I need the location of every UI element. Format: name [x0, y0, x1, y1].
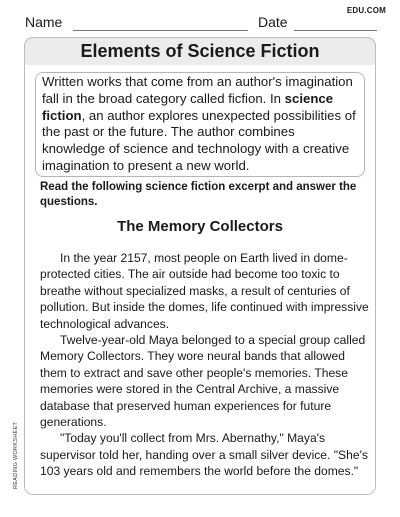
- name-line[interactable]: [73, 30, 248, 31]
- date-label: Date: [258, 14, 288, 30]
- story-paragraph: In the year 2157, most people on Earth lived in dome-protected cities. The air outside had become too toxic to breathe without specialized masks, a result of centuries of pollution. But inside the domes, life continued with impressive technological advances.: [40, 251, 369, 331]
- worksheet-body: [25, 65, 375, 494]
- intro-part2: , an author explores unexpected possibilities of the past or the future. The author combines knowledge of science and technology with a creative imagination to present a new world.: [42, 107, 356, 173]
- date-line[interactable]: [294, 30, 377, 31]
- worksheet-title: Elements of Science Fiction: [80, 41, 320, 61]
- intro-bold-term: science fiction: [42, 90, 334, 123]
- story-paragraph: "Today you'll collect from Mrs. Abernathy," Maya's supervisor told her, handing over a small silver device. "She's 103 years old and remembers the world before the domes.": [40, 431, 368, 479]
- instruction-text: Read the following science fiction excerpt and answer the questions.: [40, 181, 357, 208]
- intro-box: [35, 72, 365, 177]
- reading-worksheet-label: READING WORKSHEET: [13, 421, 19, 489]
- story-paragraph: Twelve-year-old Maya belonged to a special group called Memory Collectors. They wore neural bands that allowed them to extract and save other people's memories. These memories were stored in the Central Archive, a massive database that preserved human experiences for future generations.: [40, 333, 366, 430]
- intro-text: [42, 74, 358, 175]
- story-title: The Memory Collectors: [117, 218, 283, 235]
- edu-logo: EDU.COM: [346, 6, 386, 15]
- intro-part1: Written works that come from an author's imagination fall in the broad category called ficfion. In: [42, 74, 353, 106]
- story-text: [40, 250, 370, 480]
- name-label: Name: [25, 14, 63, 30]
- worksheet-panel: [24, 37, 376, 495]
